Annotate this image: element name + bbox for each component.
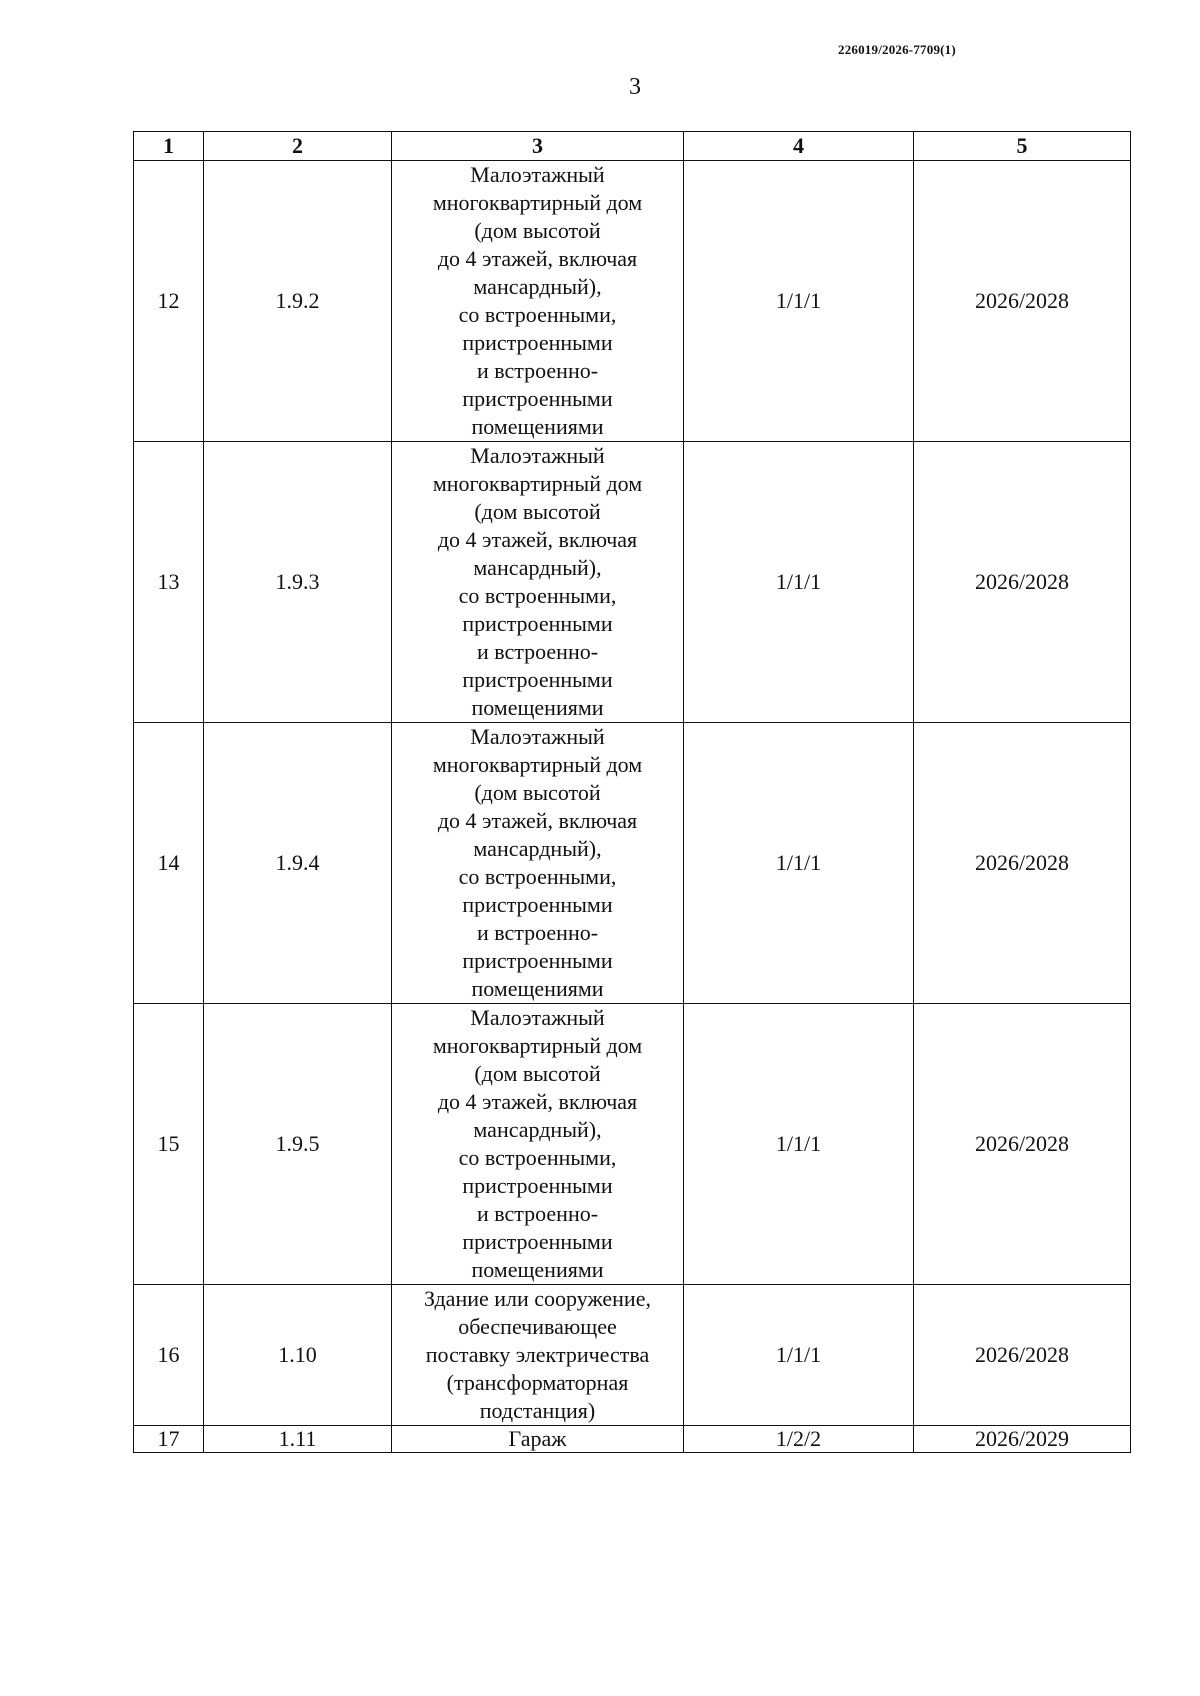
description-line: (дом высотой <box>474 499 601 524</box>
description-line: помещениями <box>471 414 604 439</box>
description-line: пристроенными <box>462 667 613 692</box>
description-line: Малоэтажный <box>470 1005 605 1030</box>
row-number-cell: 13 <box>134 442 204 723</box>
description-line: до 4 этажей, включая <box>437 1089 638 1114</box>
years-cell: 2026/2028 <box>914 1285 1131 1426</box>
description-cell <box>392 442 684 723</box>
description-line: мансардный), <box>473 274 602 299</box>
description-line: (дом высотой <box>474 780 601 805</box>
description-line: обеспечивающее <box>458 1314 617 1339</box>
column-header-5: 5 <box>914 132 1131 161</box>
description-line: и встроенно- <box>476 639 599 664</box>
column-header-1: 1 <box>134 132 204 161</box>
column-header-2: 2 <box>204 132 392 161</box>
years-cell: 2026/2028 <box>914 161 1131 442</box>
ratio-cell: 1/1/1 <box>684 161 914 442</box>
description-line: помещениями <box>471 695 604 720</box>
column-header-4: 4 <box>684 132 914 161</box>
description-line: со встроенными, <box>458 864 617 889</box>
description-line: Здание или сооружение, <box>424 1286 651 1311</box>
description-line: мансардный), <box>473 836 602 861</box>
row-number-cell: 15 <box>134 1004 204 1285</box>
description-line: (трансформаторная <box>446 1370 629 1395</box>
description-line: до 4 этажей, включая <box>437 808 638 833</box>
code-cell: 1.10 <box>204 1285 392 1426</box>
code-cell: 1.9.2 <box>204 161 392 442</box>
page-number: 3 <box>629 74 641 100</box>
description-line: пристроенными <box>462 1229 613 1254</box>
description-line: и встроенно- <box>476 358 599 383</box>
table-row <box>134 161 1131 442</box>
years-cell: 2026/2029 <box>914 1426 1131 1453</box>
description-cell <box>392 1004 684 1285</box>
table-body <box>134 161 1131 1453</box>
description-line: пристроенными <box>462 892 613 917</box>
years-cell: 2026/2028 <box>914 1004 1131 1285</box>
description-line: пристроенными <box>462 948 613 973</box>
description-line: пристроенными <box>462 386 613 411</box>
description-cell <box>392 723 684 1004</box>
description-cell <box>392 1285 684 1426</box>
description-line: (дом высотой <box>474 218 601 243</box>
code-cell: 1.9.5 <box>204 1004 392 1285</box>
column-header-3: 3 <box>392 132 684 161</box>
description-line: (дом высотой <box>474 1061 601 1086</box>
objects-table <box>133 131 1131 1453</box>
ratio-cell: 1/2/2 <box>684 1426 914 1453</box>
table-row <box>134 723 1131 1004</box>
document-id: 226019/2026-7709(1) <box>838 42 956 57</box>
description-line: Малоэтажный <box>470 162 605 187</box>
description-line: мансардный), <box>473 1117 602 1142</box>
description-line: подстанция) <box>479 1398 596 1423</box>
description-line: многоквартирный дом <box>432 190 643 215</box>
description-line: помещениями <box>471 976 604 1001</box>
code-cell: 1.9.3 <box>204 442 392 723</box>
table-row <box>134 1426 1131 1453</box>
description-cell <box>392 161 684 442</box>
description-line: пристроенными <box>462 611 613 636</box>
description-line: поставку электричества <box>425 1342 650 1367</box>
description-line: многоквартирный дом <box>432 471 643 496</box>
description-line: Малоэтажный <box>470 724 605 749</box>
years-cell: 2026/2028 <box>914 723 1131 1004</box>
description-line: до 4 этажей, включая <box>437 527 638 552</box>
row-number-cell: 14 <box>134 723 204 1004</box>
code-cell: 1.9.4 <box>204 723 392 1004</box>
description-line: пристроенными <box>462 330 613 355</box>
row-number-cell: 17 <box>134 1426 204 1453</box>
description-line: до 4 этажей, включая <box>437 246 638 271</box>
description-line: со встроенными, <box>458 583 617 608</box>
table-row <box>134 1004 1131 1285</box>
description-line: пристроенными <box>462 1173 613 1198</box>
description-line: со встроенными, <box>458 302 617 327</box>
description-line: помещениями <box>471 1257 604 1282</box>
description-line: мансардный), <box>473 555 602 580</box>
description-line: Малоэтажный <box>470 443 605 468</box>
description-cell <box>392 1426 684 1453</box>
ratio-cell: 1/1/1 <box>684 442 914 723</box>
ratio-cell: 1/1/1 <box>684 1285 914 1426</box>
table-row <box>134 442 1131 723</box>
description-line: Гараж <box>508 1426 567 1451</box>
row-number-cell: 12 <box>134 161 204 442</box>
table-row <box>134 1285 1131 1426</box>
code-cell: 1.11 <box>204 1426 392 1453</box>
ratio-cell: 1/1/1 <box>684 1004 914 1285</box>
description-line: со встроенными, <box>458 1145 617 1170</box>
description-line: многоквартирный дом <box>432 752 643 777</box>
row-number-cell: 16 <box>134 1285 204 1426</box>
description-line: и встроенно- <box>476 920 599 945</box>
description-line: и встроенно- <box>476 1201 599 1226</box>
description-line: многоквартирный дом <box>432 1033 643 1058</box>
years-cell: 2026/2028 <box>914 442 1131 723</box>
table-header-row <box>134 132 1131 161</box>
ratio-cell: 1/1/1 <box>684 723 914 1004</box>
